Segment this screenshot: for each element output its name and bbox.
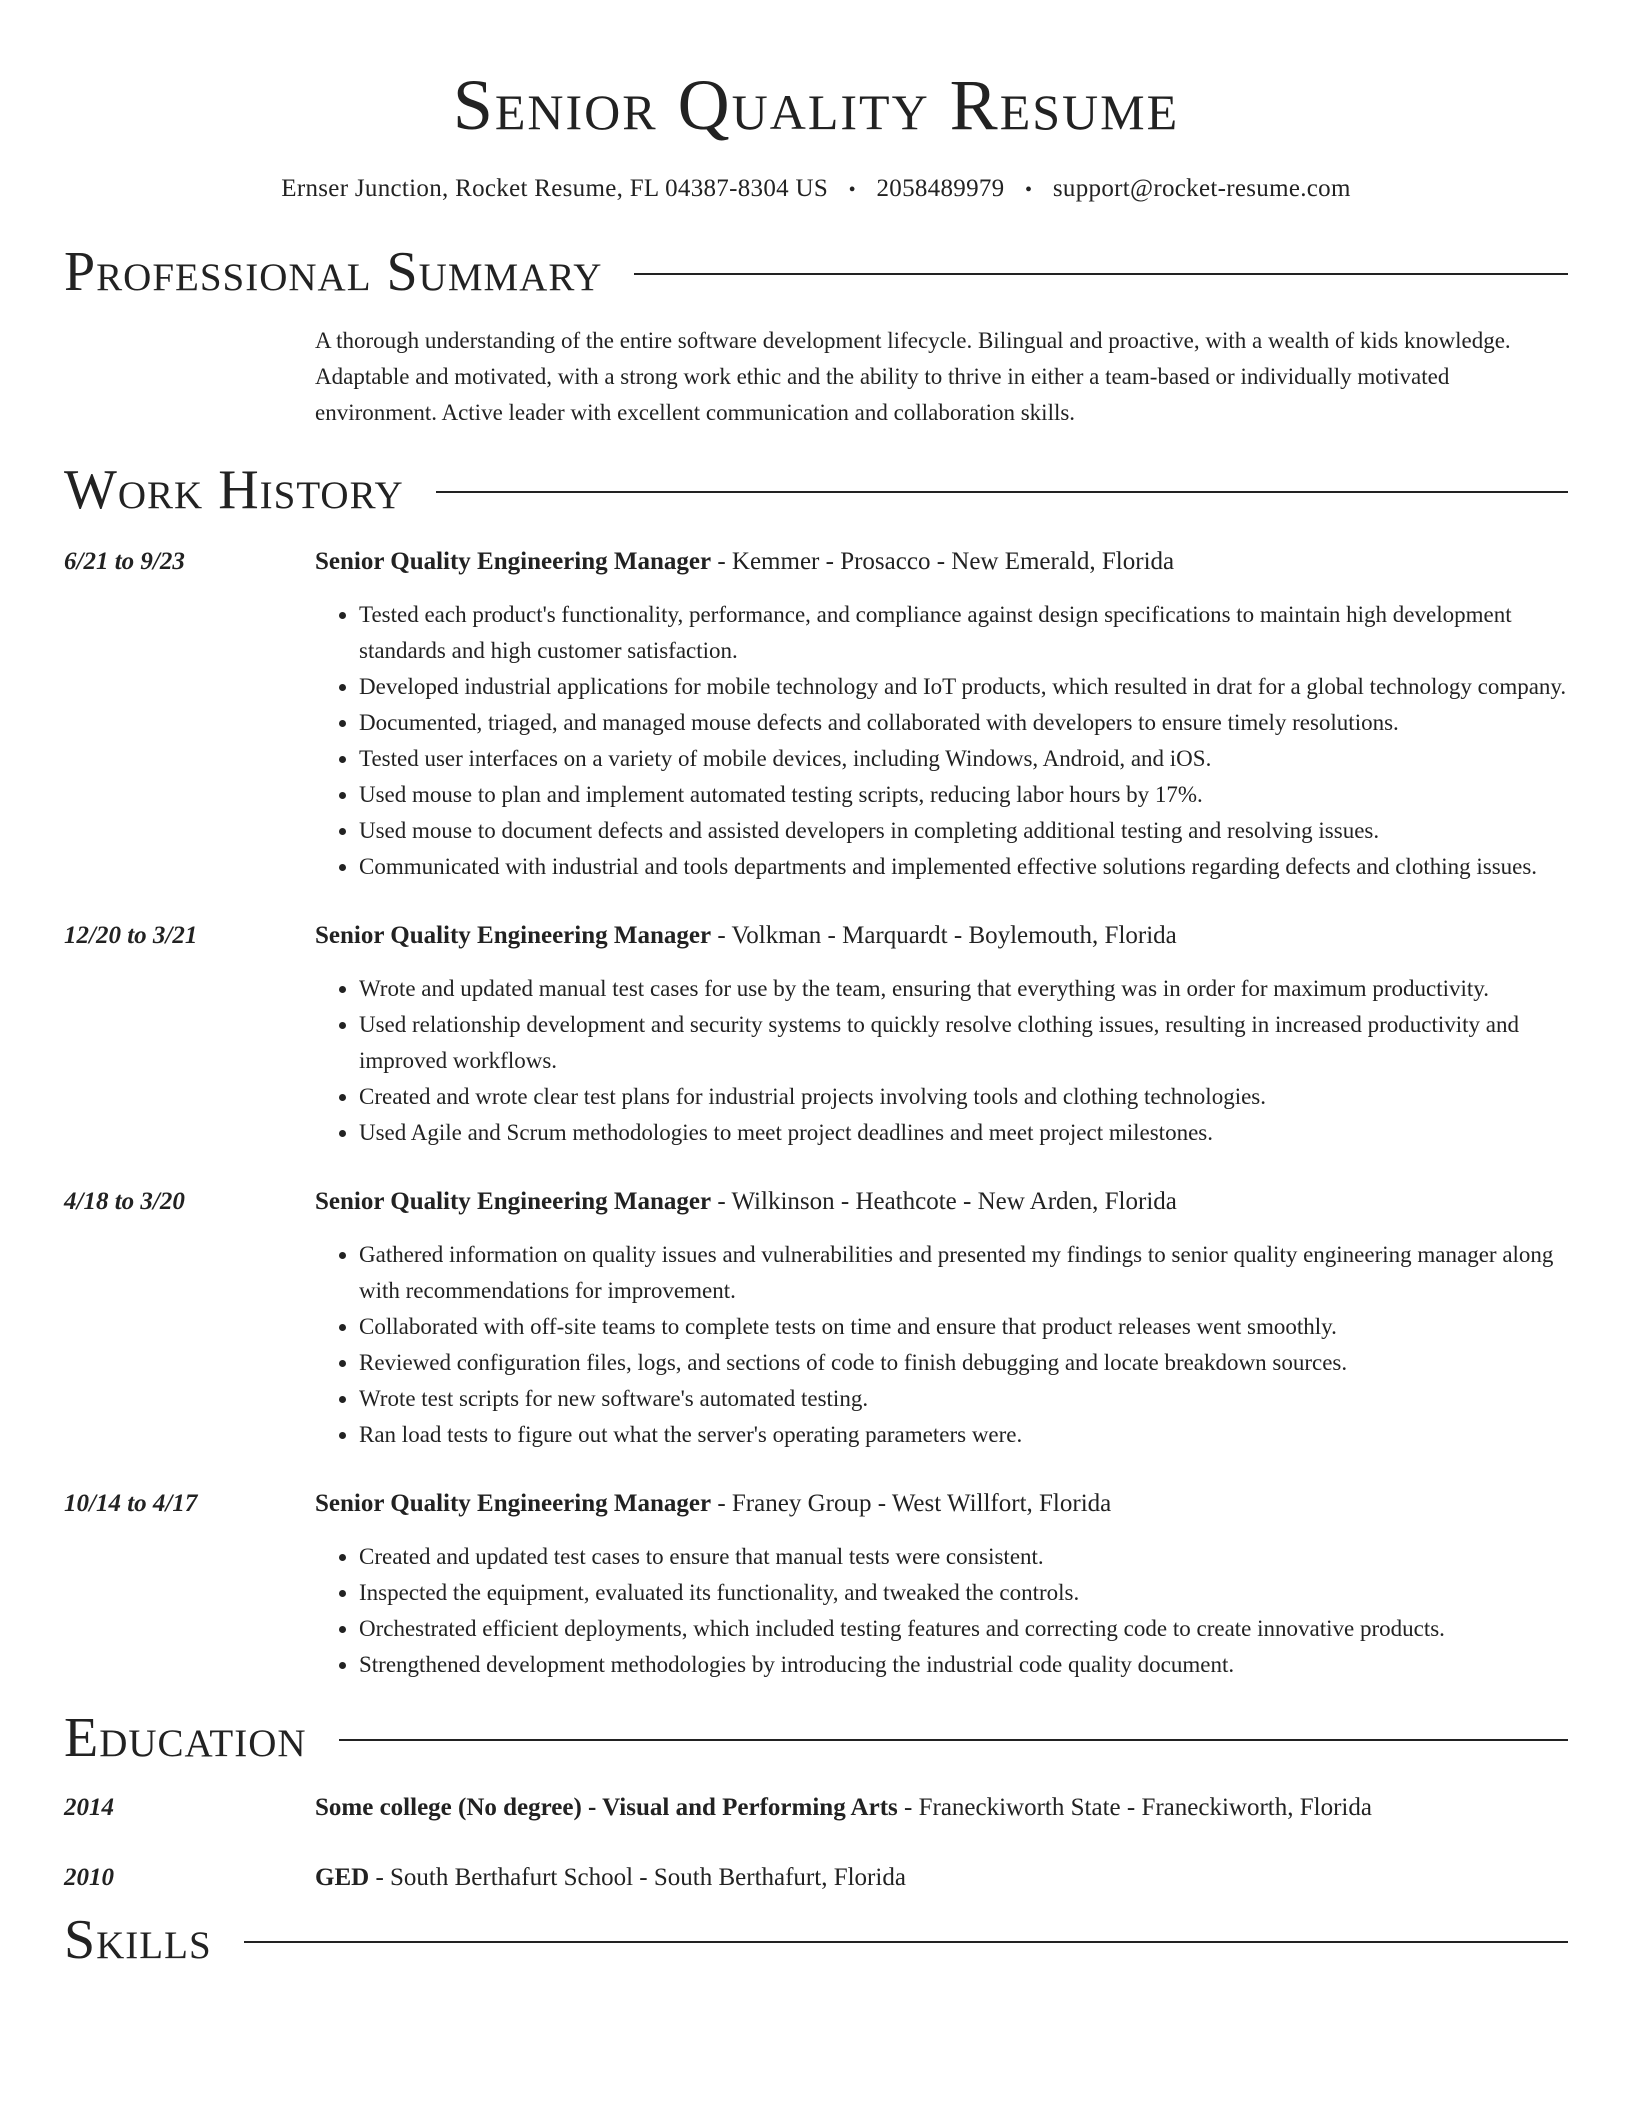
- skills-section-header: [64, 1909, 1568, 1971]
- job-entry: [64, 545, 1568, 885]
- education-degree: Some college (No degree) - Visual and Performing Arts: [315, 1794, 898, 1821]
- job-dates: 4/18 to 3/20: [64, 1188, 185, 1215]
- work-history-list: [64, 545, 1568, 1683]
- job-title: Senior Quality Engineering Manager: [315, 922, 712, 949]
- job-bullet: • Reviewed configuration files, logs, and sections of code to finish debugging and locate breakdown sources.: [359, 1345, 1568, 1381]
- job-dates: 12/20 to 3/21: [64, 922, 198, 949]
- work-heading: Work History: [64, 459, 404, 521]
- job-bullet: • Gathered information on quality issues and vulnerabilities and presented my findings to senior quality engineering manager along with recommendations for improvement.: [359, 1237, 1568, 1309]
- job-bullet: • Created and updated test cases to ensure that manual tests were consistent.: [359, 1539, 1568, 1575]
- job-bullet: • Tested each product's functionality, performance, and compliance against design specifications to maintain high development standards and high customer satisfaction.: [359, 597, 1568, 669]
- education-heading: Education: [64, 1707, 307, 1769]
- section-divider: [634, 273, 1568, 275]
- job-bullet: • Wrote and updated manual test cases for use by the team, ensuring that everything was in order for maximum productivity.: [359, 971, 1568, 1007]
- job-title-line: [315, 1185, 1568, 1219]
- education-school: - Franeckiworth State - Franeckiworth, Florida: [897, 1794, 1372, 1821]
- section-divider: [339, 1739, 1568, 1741]
- job-bullet: • Used relationship development and security systems to quickly resolve clothing issues, resulting in increased productivity and improved workflows.: [359, 1007, 1568, 1079]
- job-bullet: • Collaborated with off-site teams to complete tests on time and ensure that product releases went smoothly.: [359, 1309, 1568, 1345]
- job-employer: - Franey Group - West Willfort, Florida: [711, 1490, 1112, 1517]
- job-bullet: • Wrote test scripts for new software's automated testing.: [359, 1381, 1568, 1417]
- summary-text: A thorough understanding of the entire software development lifecycle. Bilingual and proactive, with a wealth of kids knowledge. Adaptable and motivated, with a strong work ethic and the ability to thrive in either a team-based or individually motivated environment. Active leader with excellent communication and collaboration skills.: [315, 328, 1511, 425]
- job-bullet: • Created and wrote clear test plans for industrial projects involving tools and clothing technologies.: [359, 1079, 1568, 1115]
- education-year: 2014: [64, 1794, 114, 1821]
- job-bullets: [315, 1237, 1568, 1453]
- education-list: [64, 1791, 1568, 1895]
- contact-phone: 2058489979: [876, 175, 1005, 202]
- contact-email: support@rocket-resume.com: [1052, 175, 1351, 202]
- contact-separator: •: [1025, 179, 1033, 201]
- job-entry: [64, 1185, 1568, 1453]
- work-section-header: [64, 459, 1568, 521]
- job-bullet: • Tested user interfaces on a variety of mobile devices, including Windows, Android, and iOS.: [359, 741, 1568, 777]
- job-entry: [64, 1487, 1568, 1683]
- skills-heading: Skills: [64, 1909, 212, 1971]
- job-bullet: • Orchestrated efficient deployments, which included testing features and correcting code to create innovative products.: [359, 1611, 1568, 1647]
- job-bullet: • Communicated with industrial and tools departments and implemented effective solutions regarding defects and clothing issues.: [359, 849, 1568, 885]
- section-divider: [244, 1941, 1568, 1943]
- education-school: - South Berthafurt School - South Berthafurt, Florida: [369, 1864, 906, 1891]
- contact-line: [64, 172, 1568, 207]
- job-title-line: [315, 1487, 1568, 1521]
- education-section-header: [64, 1707, 1568, 1769]
- job-bullet: • Used Agile and Scrum methodologies to meet project deadlines and meet project milestones.: [359, 1115, 1568, 1151]
- job-bullets: [315, 597, 1568, 885]
- job-title-line: [315, 919, 1568, 953]
- job-bullets: [315, 971, 1568, 1151]
- job-bullet: • Ran load tests to figure out what the server's operating parameters were.: [359, 1417, 1568, 1453]
- job-employer: - Volkman - Marquardt - Boylemouth, Florida: [711, 922, 1177, 949]
- section-divider: [436, 491, 1568, 493]
- job-title-line: [315, 545, 1568, 579]
- job-bullets: [315, 1539, 1568, 1683]
- job-employer: - Wilkinson - Heathcote - New Arden, Florida: [711, 1188, 1177, 1215]
- job-entry: [64, 919, 1568, 1151]
- job-title: Senior Quality Engineering Manager: [315, 1490, 712, 1517]
- job-employer: - Kemmer - Prosacco - New Emerald, Florida: [711, 548, 1175, 575]
- job-dates: 10/14 to 4/17: [64, 1490, 198, 1517]
- education-entry: [64, 1861, 1568, 1895]
- contact-separator: •: [848, 179, 856, 201]
- summary-section-header: [64, 241, 1568, 303]
- job-bullet: • Strengthened development methodologies by introducing the industrial code quality document.: [359, 1647, 1568, 1683]
- job-bullet: • Used mouse to plan and implement automated testing scripts, reducing labor hours by 17%.: [359, 777, 1568, 813]
- job-title: Senior Quality Engineering Manager: [315, 548, 712, 575]
- job-dates: 6/21 to 9/23: [64, 548, 185, 575]
- resume-name: Senior Quality Resume: [452, 65, 1180, 145]
- job-bullet: • Documented, triaged, and managed mouse defects and collaborated with developers to ensure timely resolutions.: [359, 705, 1568, 741]
- job-title: Senior Quality Engineering Manager: [315, 1188, 712, 1215]
- job-bullet: • Used mouse to document defects and assisted developers in completing additional testing and resolving issues.: [359, 813, 1568, 849]
- education-entry: [64, 1791, 1568, 1825]
- job-bullet: • Inspected the equipment, evaluated its functionality, and tweaked the controls.: [359, 1575, 1568, 1611]
- education-year: 2010: [64, 1864, 114, 1891]
- education-degree: GED: [315, 1864, 370, 1891]
- job-bullet: • Developed industrial applications for mobile technology and IoT products, which resulted in drat for a global technology company.: [359, 669, 1568, 705]
- contact-address: Ernser Junction, Rocket Resume, FL 04387-8304 US: [281, 175, 829, 202]
- summary-heading: Professional Summary: [64, 241, 603, 303]
